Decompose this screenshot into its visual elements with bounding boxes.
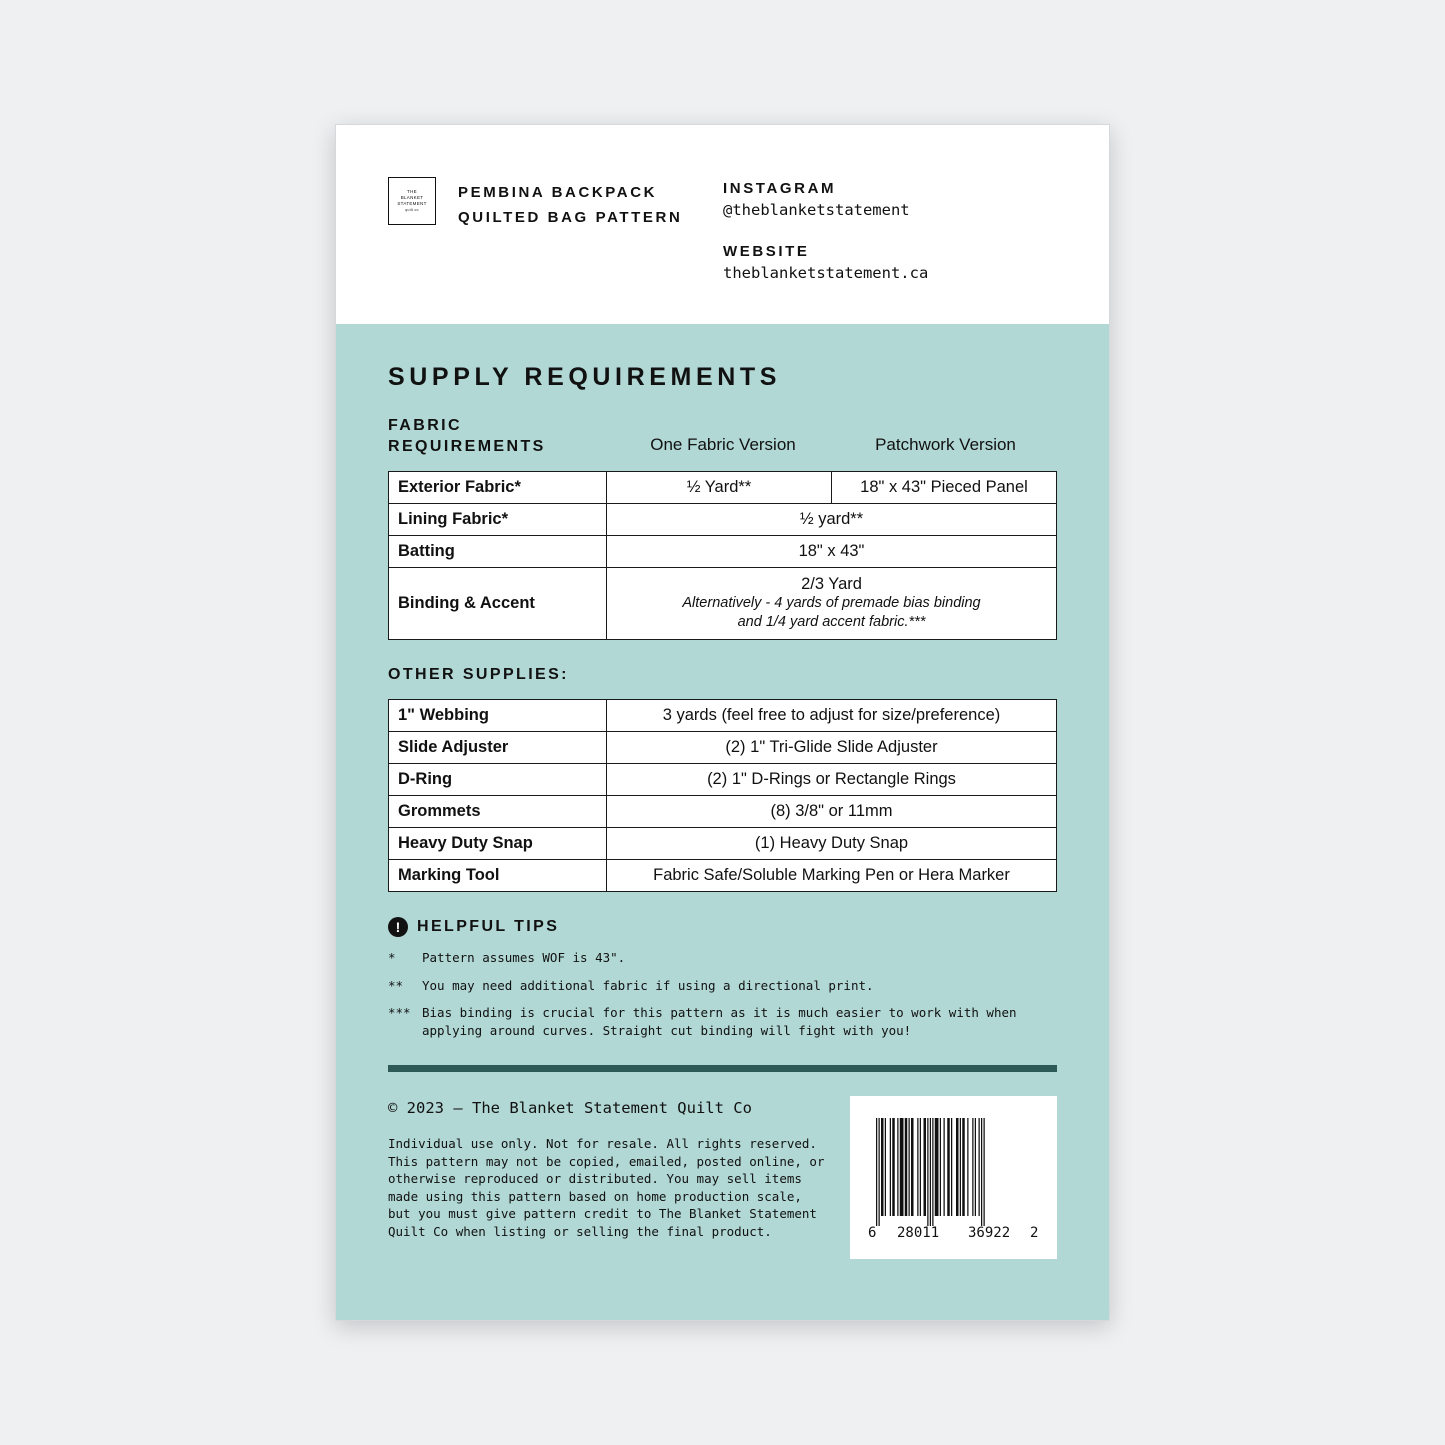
barcode-bar	[984, 1118, 985, 1226]
table-row	[389, 828, 1057, 860]
tip-text: Pattern assumes WOF is 43".	[422, 950, 626, 965]
barcode-bar	[924, 1118, 927, 1216]
row-label: Lining Fabric*	[389, 504, 607, 536]
row-value: (1) Heavy Duty Snap	[607, 828, 1057, 860]
pattern-back-cover	[335, 124, 1110, 1321]
row-value: 18" x 43"	[607, 536, 1057, 568]
copyright-line: © 2023 – The Blanket Statement Quilt Co	[388, 1099, 752, 1117]
barcode-bar	[900, 1118, 904, 1216]
barcode-bar	[920, 1118, 921, 1216]
table-row	[389, 536, 1057, 568]
barcode-bar	[975, 1118, 976, 1216]
barcode-bar	[876, 1118, 877, 1226]
header	[336, 125, 1109, 324]
barcode-bar	[885, 1118, 886, 1216]
column-patchwork: Patchwork Version	[875, 435, 1016, 454]
tip-text: You may need additional fabric if using a directional print.	[422, 977, 874, 993]
list-item	[388, 949, 1068, 967]
fabric-label-line-2: REQUIREMENTS	[388, 438, 546, 455]
table-row	[389, 568, 1057, 640]
barcode	[850, 1096, 1057, 1259]
row-label: D-Ring	[389, 764, 607, 796]
tips-title: HELPFUL TIPS	[417, 918, 560, 935]
barcode-bar	[956, 1118, 959, 1216]
barcode-bar	[979, 1118, 980, 1216]
barcode-bar	[905, 1118, 908, 1216]
binding-value: 2/3 Yard	[801, 575, 862, 593]
row-value: (2) 1" D-Rings or Rectangle Rings	[607, 764, 1057, 796]
barcode-bar	[981, 1118, 982, 1226]
table-row	[389, 860, 1057, 892]
barcode-left-digits: 28011	[897, 1225, 940, 1241]
row-value: (8) 3/8" or 11mm	[607, 796, 1057, 828]
barcode-bar	[972, 1118, 973, 1216]
barcode-bar	[962, 1118, 965, 1216]
barcode-bar	[892, 1118, 895, 1216]
binding-note-2: and 1/4 yard accent fabric.***	[737, 614, 926, 630]
row-label: Exterior Fabric*	[389, 472, 607, 504]
barcode-bar	[944, 1118, 945, 1216]
logo-sub: quilt co	[405, 208, 419, 212]
table-row	[389, 504, 1057, 536]
website-label: WEBSITE	[723, 243, 810, 260]
row-label: Heavy Duty Snap	[389, 828, 607, 860]
instagram-handle[interactable]: @theblanketstatement	[723, 201, 910, 219]
logo-line: THE	[407, 189, 417, 194]
tips-list	[388, 949, 1068, 1049]
barcode-bar	[935, 1118, 939, 1216]
other-supplies-table	[388, 699, 1057, 892]
barcode-bar	[909, 1118, 910, 1216]
barcode-check-digit: 2	[1030, 1225, 1039, 1241]
row-label: Batting	[389, 536, 607, 568]
barcode-bar	[917, 1118, 918, 1216]
title-line-2: QUILTED BAG PATTERN	[458, 209, 683, 226]
barcode-bar	[911, 1118, 914, 1216]
contact-info	[723, 179, 928, 285]
barcode-bar	[881, 1118, 884, 1216]
pattern-title	[458, 180, 682, 230]
barcode-bar	[927, 1118, 928, 1226]
supply-title: SUPPLY REQUIREMENTS	[388, 363, 782, 391]
table-row	[389, 764, 1057, 796]
barcode-lead-digit: 6	[868, 1225, 877, 1241]
row-label: Binding & Accent	[389, 568, 607, 640]
table-row	[389, 732, 1057, 764]
table-row	[389, 472, 1057, 504]
barcode-bar	[890, 1118, 891, 1216]
barcode-bar	[930, 1118, 931, 1226]
logo-line: STATEMENT	[397, 201, 427, 206]
section-divider	[388, 1065, 1057, 1072]
fabric-label-line-1: FABRIC	[388, 417, 462, 434]
website-link[interactable]: theblanketstatement.ca	[723, 264, 929, 282]
title-line-1: PEMBINA BACKPACK	[458, 184, 658, 201]
barcode-right-digits: 36922	[968, 1225, 1011, 1241]
table-row	[389, 796, 1057, 828]
instagram-label: INSTAGRAM	[723, 180, 837, 197]
column-one-fabric: One Fabric Version	[650, 435, 796, 454]
binding-note-1: Alternatively - 4 yards of premade bias binding	[682, 595, 981, 611]
barcode-bars	[874, 1118, 1034, 1226]
list-item	[388, 1004, 1068, 1039]
barcode-bar	[951, 1118, 952, 1216]
brand-logo	[388, 177, 436, 225]
row-label: Marking Tool	[389, 860, 607, 892]
row-value: ½ Yard**	[607, 472, 832, 504]
row-label: Grommets	[389, 796, 607, 828]
row-value: ½ yard**	[607, 504, 1057, 536]
barcode-bar	[932, 1118, 933, 1226]
tip-mark: **	[388, 977, 404, 993]
barcode-bar	[960, 1118, 961, 1216]
barcode-bar	[947, 1118, 950, 1216]
other-supplies-label: OTHER SUPPLIES:	[388, 666, 569, 683]
list-item	[388, 977, 1068, 995]
row-label: Slide Adjuster	[389, 732, 607, 764]
row-value: (2) 1" Tri-Glide Slide Adjuster	[607, 732, 1057, 764]
logo-line: BLANKET	[400, 195, 424, 200]
barcode-bar	[897, 1118, 898, 1216]
exclamation-icon: !	[388, 917, 408, 937]
fabric-requirements-label	[388, 415, 546, 457]
tip-text: Bias binding is crucial for this pattern as it is much easier to work with when applying around curves. Straight cut binding will fight with you!	[422, 1005, 1017, 1038]
row-value: 18" x 43" Pieced Panel	[832, 472, 1057, 504]
row-label: 1" Webbing	[389, 700, 607, 732]
tip-mark: ***	[388, 1005, 411, 1020]
legal-notice: Individual use only. Not for resale. All rights reserved. This pattern may not be copied, emailed, posted online, or otherwise reproduced or distributed. You may sell items made using this pattern based on home production scale, but you must give pattern credit to The Blanket Statement Quilt Co when listing or selling the final product.	[388, 1136, 825, 1239]
helpful-tips-heading	[388, 917, 559, 937]
row-value	[607, 568, 1057, 640]
barcode-bar	[967, 1118, 968, 1216]
table-row	[389, 700, 1057, 732]
tip-mark: *	[388, 950, 396, 965]
barcode-bar	[940, 1118, 941, 1216]
barcode-bar	[879, 1118, 880, 1226]
row-value: 3 yards (feel free to adjust for size/preference)	[607, 700, 1057, 732]
fabric-table	[388, 471, 1057, 640]
row-value: Fabric Safe/Soluble Marking Pen or Hera Marker	[607, 860, 1057, 892]
